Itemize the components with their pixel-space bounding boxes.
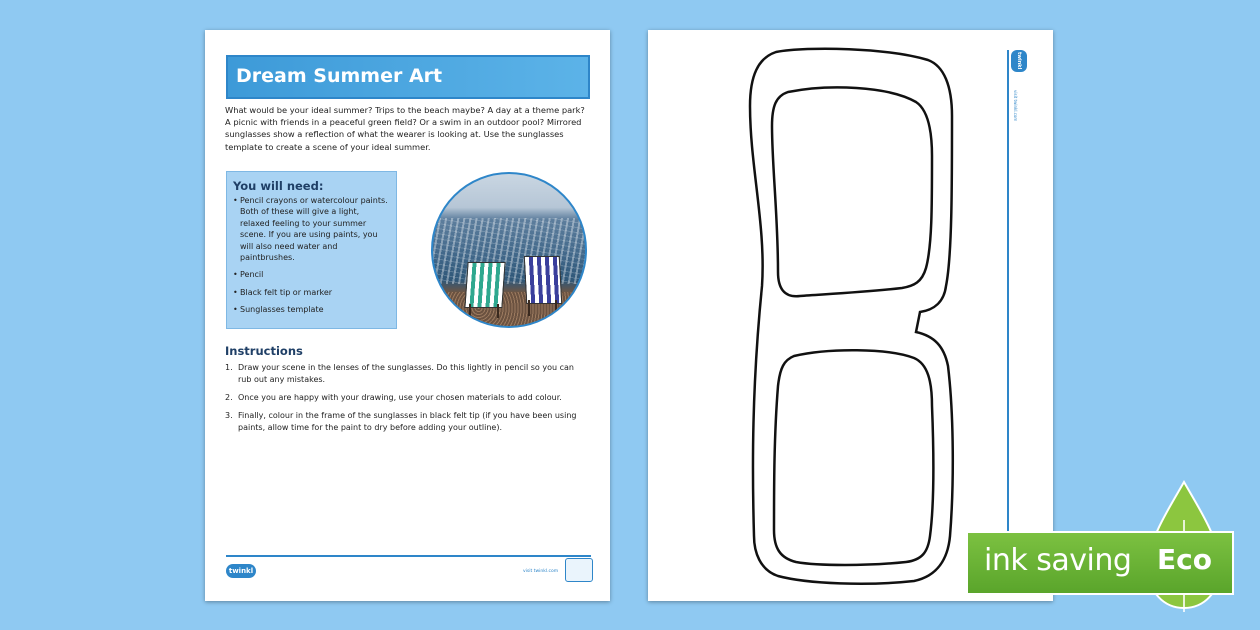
you-will-need-box (226, 171, 397, 329)
instruction-step (225, 410, 587, 434)
ink-saving-label: ink saving (984, 543, 1132, 578)
list-item: • Sunglasses template (233, 304, 390, 315)
materials-list (233, 195, 390, 316)
sunglasses-outline-icon (738, 46, 968, 586)
eco-label: Eco (1157, 543, 1212, 576)
instruction-step (225, 392, 587, 404)
list-item: • Black felt tip or marker (233, 287, 390, 298)
sea-sparkle (433, 218, 585, 284)
template-page (648, 30, 1053, 601)
pebble-beach (433, 292, 585, 328)
chair-leg (469, 304, 471, 318)
step-text: Finally, colour in the frame of the sunglasses in black felt tip (if you have been using paints, allow time for the paint to dry before adding your outline). (238, 411, 577, 432)
side-url: visit twinkl.com (1013, 90, 1018, 122)
step-text: Once you are happy with your drawing, use your chosen materials to add colour. (238, 393, 562, 402)
worksheet-page (205, 30, 610, 601)
step-number: 3. (225, 411, 233, 420)
title-bar (226, 55, 590, 99)
page-title: Dream Summer Art (236, 65, 443, 87)
step-number: 2. (225, 393, 233, 402)
list-item: • Pencil (233, 269, 390, 280)
blue-deckchair (524, 256, 563, 304)
instructions-heading: Instructions (225, 344, 303, 358)
list-item: • Pencil crayons or watercolour paints. Both of these will give a light, relaxed feeling to your summer scene. If you are using paints, you will also need water and paintbrushes. (233, 195, 390, 263)
quality-badge-icon (565, 558, 593, 582)
chair-leg (497, 304, 499, 318)
beach-deckchairs-photo (431, 172, 587, 328)
chair-leg (555, 300, 557, 316)
side-divider (1007, 50, 1009, 581)
intro-paragraph: What would be your ideal summer? Trips to the beach maybe? A day at a theme park? A picnic with friends in a peaceful green field? Or a swim in an outdoor pool? Mirrored sunglasses show a reflection of what the wearer is looking at. Use the sunglasses template to create a scene of your ideal summer. (225, 105, 585, 152)
step-number: 1. (225, 363, 233, 372)
footer-url: visit twinkl.com (523, 569, 559, 574)
instruction-step (225, 362, 587, 386)
step-text: Draw your scene in the lenses of the sunglasses. Do this lightly in pencil so you can rub out any mistakes. (238, 363, 574, 384)
chair-leg (528, 300, 530, 316)
twinkl-logo-icon: twinkl (1011, 50, 1027, 72)
twinkl-logo-icon: twinkl (226, 564, 256, 578)
footer-divider (226, 555, 591, 557)
instructions-list (225, 362, 587, 440)
you-will-need-heading: You will need: (233, 179, 324, 193)
green-deckchair (464, 262, 505, 308)
